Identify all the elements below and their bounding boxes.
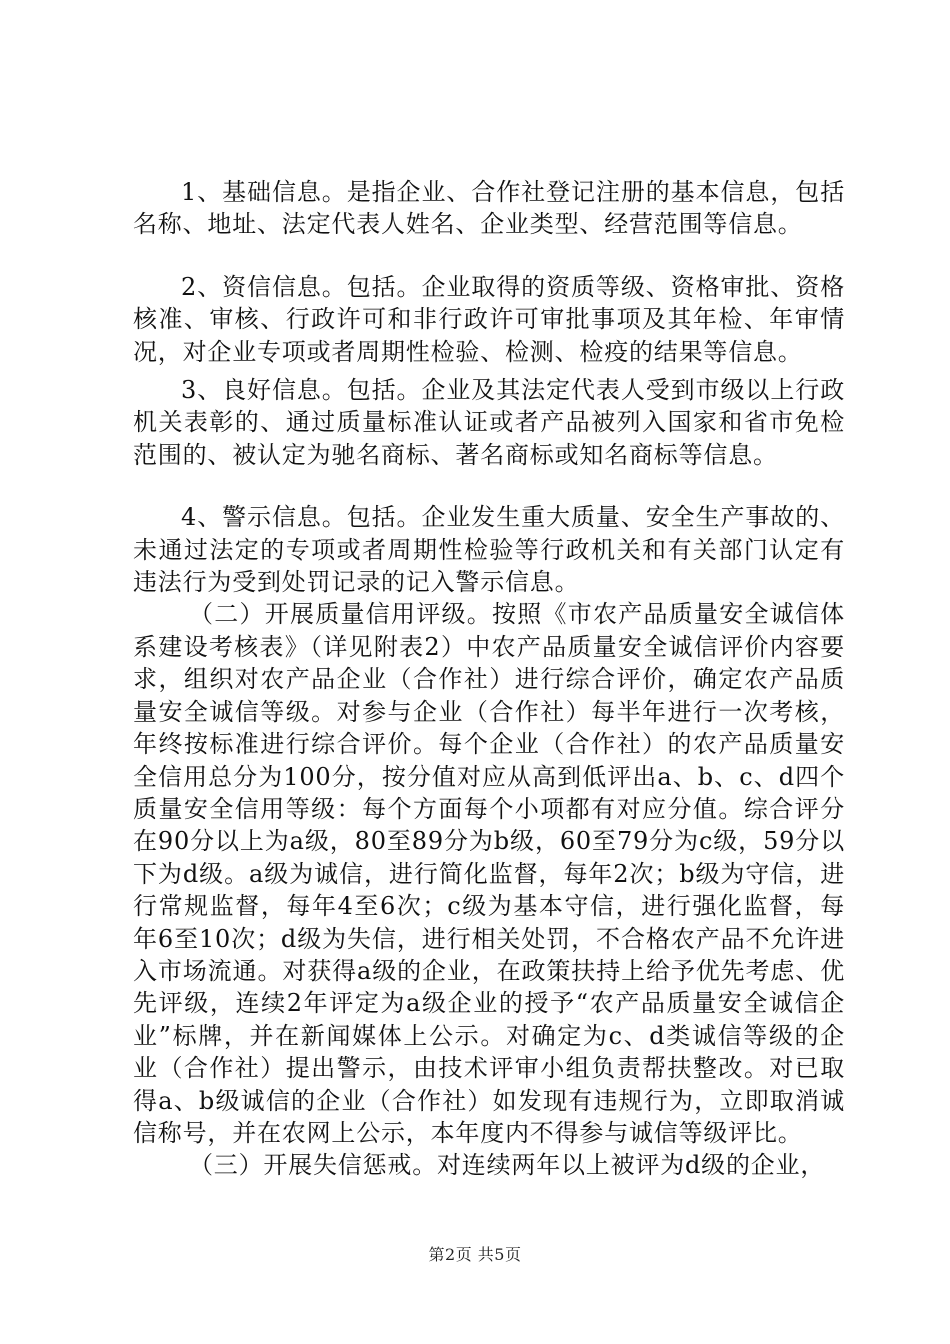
page-number-footer: 第2页 共5页 [428,1245,522,1264]
paragraph-credit-rating: （二）开展质量信用评级。按照《市农产品质量安全诚信体系建设考核表》（详见附表2）中农产品质量安全诚信评价内容要求，组织对农产品企业（合作社）进行综合评价，确定农产品质量安全诚信等级。对参与企业（合作社）每半年进行一次考核，年终按标准进行综合评价。每个企业（合作社）的农产品质量安全信用总分为100分，按分值对应从高到低评出a、b、c、d四个质量安全信用等级：每个方面每个小项都有对应分值。综合评分在90分以上为a级，80至89分为b级，60至79分为c级，59分以下为d级。a级为诚信，进行简化监督，每年2次；b级为守信，进行常规监督，每年4至6次；c级为基本守信，进行强化监督，每年6至10次；d级为失信，进行相关处罚，不合格农产品不允许进入市场流通。对获得a级的企业，在政策扶持上给予优先考虑、优先评级，连续2年评定为a级企业的授予“农产品质量安全诚信企业”标牌，并在新闻媒体上公示。对确定为c、d类诚信等级的企业（合作社）提出警示，由技术评审小组负责帮扶整改。对已取得a、b级诚信的企业（合作社）如发现有违规行为，立即取消诚信称号，并在农网上公示，本年度内不得参与诚信等级评比。 [133,600,845,1147]
paragraph-warning-info: 4、警示信息。包括。企业发生重大质量、安全生产事故的、未通过法定的专项或者周期性检验等行政机关和有关部门认定有违法行为受到处罚记录的记入警示信息。 [133,503,845,597]
paragraph-dishonesty-punishment: （三）开展失信惩戒。对连续两年以上被评为d级的企业， [189,1151,826,1180]
paragraph-credit-info: 2、资信信息。包括。企业取得的资质等级、资格审批、资格核准、审核、行政许可和非行政许可审批事项及其年检、年审情况，对企业专项或者周期性检验、检测、检疫的结果等信息。 [133,272,845,366]
document-body [133,176,845,1182]
paragraph-basic-info: 1、基础信息。是指企业、合作社登记注册的基本信息，包括名称、地址、法定代表人姓名、企业类型、经营范围等信息。 [133,178,845,239]
paragraph-good-info: 3、良好信息。包括。企业及其法定代表人受到市级以上行政机关表彰的、通过质量标准认证或者产品被列入国家和省市免检范围的、被认定为驰名商标、著名商标或知名商标等信息。 [133,376,845,469]
